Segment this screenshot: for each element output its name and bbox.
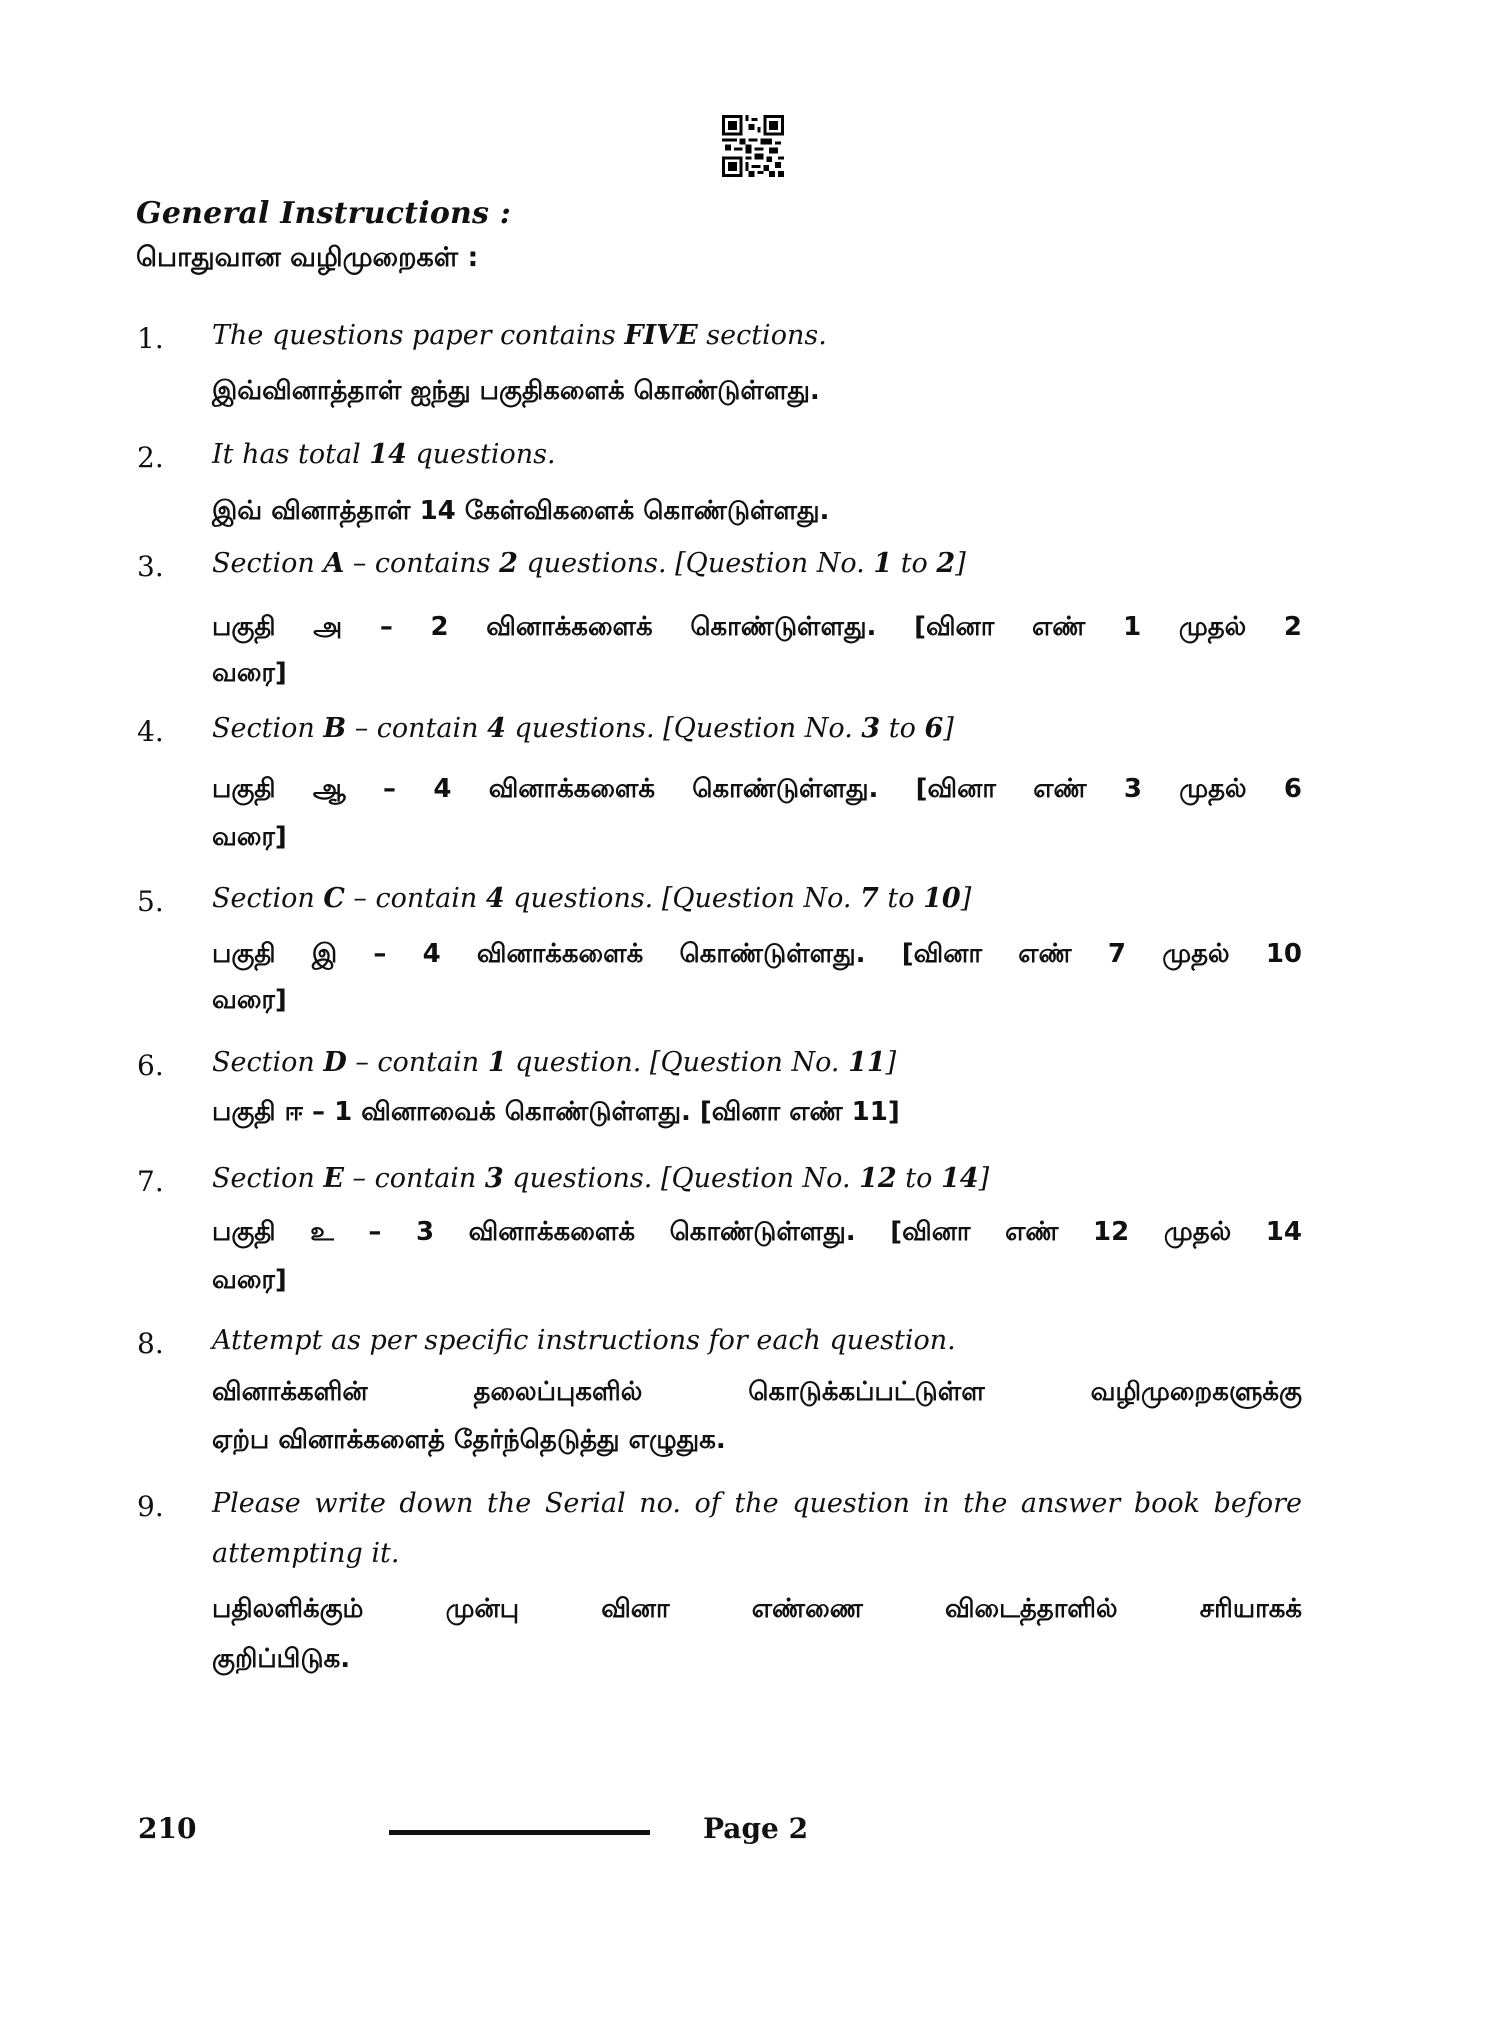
paper-code: 210 xyxy=(138,1812,197,1845)
item-text-en: Section C – contain 4 questions. [Question No. 7 to 10] xyxy=(212,883,972,914)
item-text-ta: இவ் வினாத்தாள் 14 கேள்விகளைக் கொண்டுள்ளது. xyxy=(212,496,830,526)
instructions-heading-tamil: பொதுவான வழிமுறைகள் : xyxy=(136,242,479,273)
item-text-en: Section D – contain 1 question. [Question No. 11] xyxy=(212,1047,897,1078)
item-text-ta: பகுதி அ – 2 வினாக்களைக் கொண்டுள்ளது. [வினா எண் 1 முதல் 2 xyxy=(212,612,1302,642)
item-number: 1. xyxy=(137,322,164,355)
item-number: 7. xyxy=(137,1165,164,1198)
item-number: 9. xyxy=(137,1490,164,1523)
instructions-heading: General Instructions : xyxy=(136,196,512,231)
item-text-en: Please write down the Serial no. of the question in the answer book before xyxy=(212,1488,1302,1519)
item-text-ta: பகுதி ஆ – 4 வினாக்களைக் கொண்டுள்ளது. [வினா எண் 3 முதல் 6 xyxy=(212,774,1302,804)
item-number: 2. xyxy=(137,441,164,474)
item-text-ta: பதிலளிக்கும் முன்பு வினா எண்ணை விடைத்தாளில் சரியாகக் xyxy=(212,1594,1302,1624)
item-number: 3. xyxy=(137,550,164,583)
item-text-ta-cont: வரை] xyxy=(212,822,287,852)
page-number: Page 2 xyxy=(703,1812,809,1845)
item-text-en-cont: attempting it. xyxy=(212,1538,400,1569)
item-number: 5. xyxy=(137,885,164,918)
qr-code-icon xyxy=(722,115,784,177)
footer-divider xyxy=(389,1830,650,1835)
item-number: 8. xyxy=(137,1327,164,1360)
item-text-ta-cont: குறிப்பிடுக. xyxy=(212,1644,351,1674)
item-text-en: Section A – contains 2 questions. [Question No. 1 to 2] xyxy=(212,548,966,579)
item-text-ta-cont: வரை] xyxy=(212,658,287,688)
item-number: 6. xyxy=(137,1049,164,1082)
item-text-ta: இவ்வினாத்தாள் ஐந்து பகுதிகளைக் கொண்டுள்ளது. xyxy=(212,376,820,406)
item-text-ta: வினாக்களின் தலைப்புகளில் கொடுக்கப்பட்டுள்ள வழிமுறைகளுக்கு xyxy=(212,1377,1302,1407)
item-text-ta: பகுதி உ – 3 வினாக்களைக் கொண்டுள்ளது. [வினா எண் 12 முதல் 14 xyxy=(212,1217,1302,1247)
item-text-en: It has total 14 questions. xyxy=(212,439,556,470)
item-text-en: The questions paper contains FIVE sections. xyxy=(212,320,827,351)
item-text-ta: பகுதி இ – 4 வினாக்களைக் கொண்டுள்ளது. [வினா எண் 7 முதல் 10 xyxy=(212,939,1302,969)
item-text-ta-cont: ஏற்ப வினாக்களைத் தேர்ந்தெடுத்து எழுதுக. xyxy=(212,1425,726,1455)
item-text-en: Section E – contain 3 questions. [Question No. 12 to 14] xyxy=(212,1163,990,1194)
item-text-ta: பகுதி ஈ – 1 வினாவைக் கொண்டுள்ளது. [வினா எண் 11] xyxy=(212,1097,900,1127)
item-number: 4. xyxy=(137,715,164,748)
item-text-ta-cont: வரை] xyxy=(212,985,287,1015)
item-text-en: Section B – contain 4 questions. [Question No. 3 to 6] xyxy=(212,713,954,744)
item-text-en: Attempt as per specific instructions for each question. xyxy=(212,1325,956,1356)
item-text-ta-cont: வரை] xyxy=(212,1265,287,1295)
